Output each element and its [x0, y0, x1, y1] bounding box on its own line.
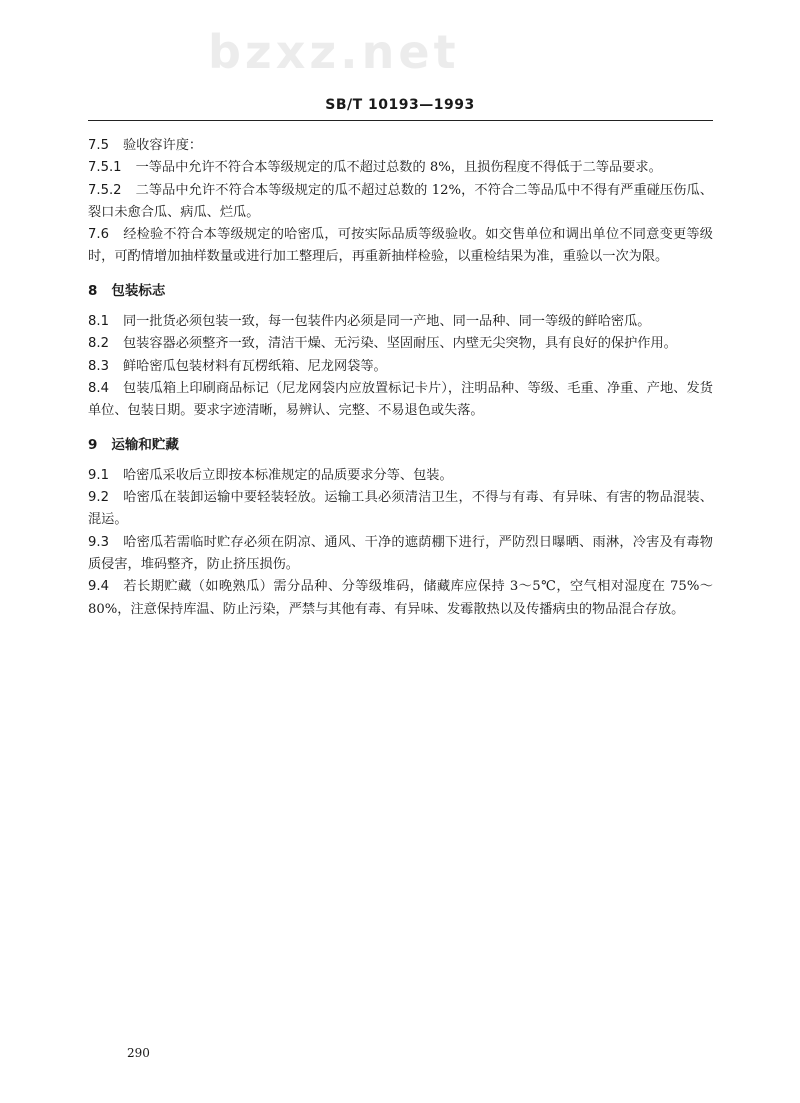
page-number: 290 [127, 1046, 150, 1060]
clause-text: 哈密瓜若需临时贮存必须在阴凉、通风、干净的遮荫棚下进行，严防烈日曝晒、雨淋，冷害及有毒物质侵害，堆码整齐，防止挤压损伤。 [88, 534, 713, 573]
document-body [88, 135, 713, 621]
clause-number: 8.1 [88, 314, 109, 330]
clause-text: 验收容许度： [122, 138, 203, 153]
clause-number: 9.2 [88, 490, 109, 506]
watermark: bzxz.net [208, 25, 460, 79]
section-title: 运输和贮藏 [111, 436, 179, 453]
section-title: 包装标志 [111, 282, 166, 299]
clause-paragraph [88, 465, 713, 487]
clause-number: 9.3 [88, 534, 109, 550]
clause-text: 经检验不符合本等级规定的哈密瓜，可按实际品质等级验收。如交售单位和调出单位不同意变更等级时，可酌情增加抽样数量或进行加工整理后，再重新抽样检验，以重检结果为准，重验以一次为限。 [88, 227, 713, 265]
clause-text: 二等品中允许不符合本等级规定的瓜不超过总数的 12%，不符合二等品瓜中不得有严重碰压伤瓜、裂口未愈合瓜、病瓜、烂瓜。 [88, 182, 713, 220]
section-heading [88, 434, 713, 456]
section-number: 9 [88, 436, 98, 453]
clause-text: 包装瓜箱上印刷商品标记（尼龙网袋内应放置标记卡片），注明品种、等级、毛重、净重、产地、发货单位、包装日期。要求字迹清晰，易辨认、完整、不易退色或失落。 [88, 380, 713, 419]
section-number: 8 [88, 282, 98, 299]
clause-text: 一等品中允许不符合本等级规定的瓜不超过总数的 8%，且损伤程度不得低于二等品要求。 [135, 160, 662, 176]
clause-text: 鲜哈密瓜包装材料有瓦楞纸箱、尼龙网袋等。 [122, 358, 387, 374]
clause-paragraph [88, 157, 713, 179]
clause-paragraph [88, 576, 713, 621]
clause-paragraph [88, 135, 713, 157]
clause-text: 包装容器必须整齐一致，清洁干燥、无污染、坚固耐压、内壁无尖突物，具有良好的保护作用。 [122, 336, 677, 352]
clause-paragraph [88, 311, 713, 333]
clause-number: 7.5.2 [88, 182, 122, 198]
clause-paragraph [88, 180, 713, 225]
clause-number: 8.4 [88, 380, 109, 396]
clause-number: 7.5 [88, 138, 109, 153]
clause-number: 9.4 [88, 579, 109, 595]
clause-paragraph [88, 356, 713, 378]
clause-number: 8.3 [88, 358, 109, 374]
clause-paragraph [88, 378, 713, 423]
clause-number: 8.2 [88, 336, 109, 352]
clause-text: 哈密瓜采收后立即按本标准规定的品质要求分等、包装。 [122, 467, 453, 483]
clause-number: 7.6 [88, 227, 109, 243]
clause-number: 9.1 [88, 467, 109, 483]
clause-text: 若长期贮藏（如晚熟瓜）需分品种、分等级堆码，储藏库应保持 3～5℃，空气相对湿度在 75%～80%，注意保持库温、防止污染，严禁与其他有毒、有异味、发霉散热以及传播病虫的物品混合存放。 [88, 579, 713, 617]
header-rule [88, 120, 713, 121]
clause-text: 同一批货必须包装一致，每一包装件内必须是同一产地、同一品种、同一等级的鲜哈密瓜。 [122, 314, 651, 330]
clause-number: 7.5.1 [88, 160, 122, 176]
page-header: SB/T 10193—1993 [325, 97, 475, 113]
clause-paragraph [88, 333, 713, 355]
clause-paragraph [88, 224, 713, 269]
clause-paragraph [88, 532, 713, 577]
clause-paragraph [88, 487, 713, 532]
clause-text: 哈密瓜在装卸运输中要轻装轻放。运输工具必须清洁卫生，不得与有毒、有异味、有害的物品混装、混运。 [88, 490, 713, 528]
section-heading [88, 280, 713, 302]
